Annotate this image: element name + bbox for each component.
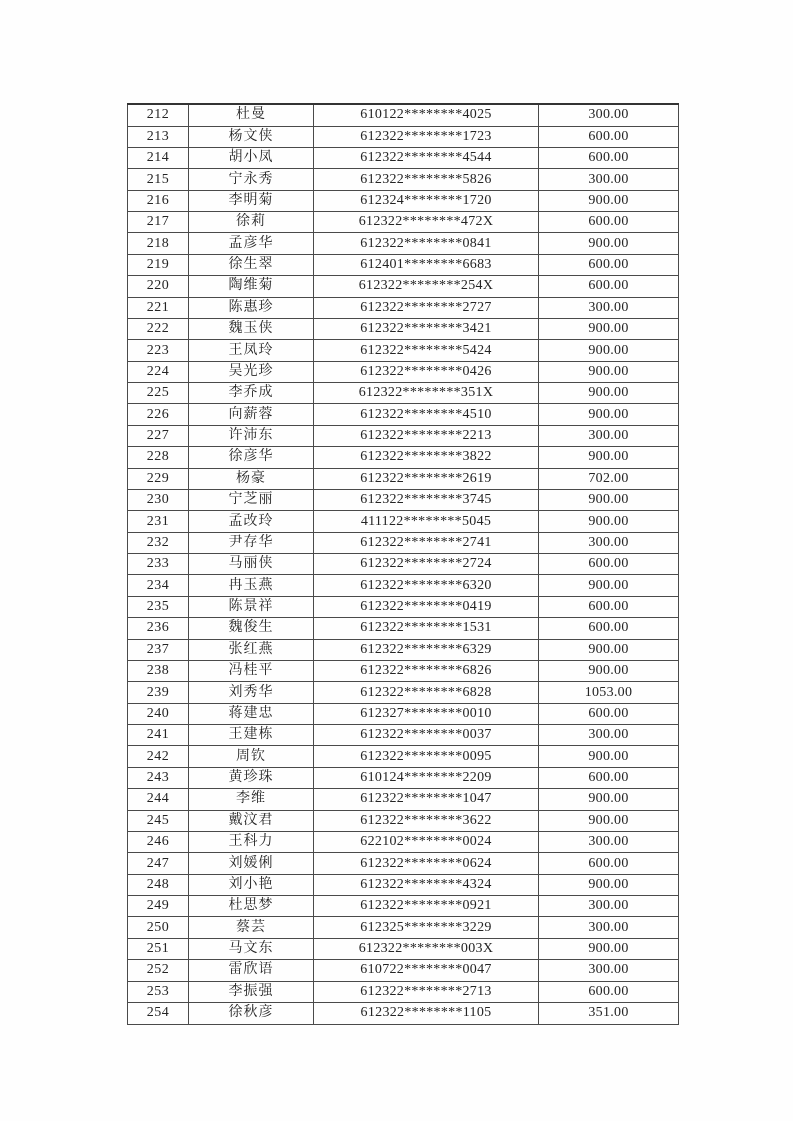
row-number-cell: 251 xyxy=(128,938,189,959)
id-number-cell: 612322********254X xyxy=(314,276,539,297)
amount-cell: 900.00 xyxy=(539,789,679,810)
amount-cell: 900.00 xyxy=(539,938,679,959)
row-number-cell: 245 xyxy=(128,810,189,831)
person-name-cell: 杜曼 xyxy=(189,104,314,126)
id-number-cell: 612322********6320 xyxy=(314,575,539,596)
person-name-cell: 马文东 xyxy=(189,938,314,959)
id-number-cell: 612322********2619 xyxy=(314,468,539,489)
id-number-cell: 612322********2713 xyxy=(314,981,539,1002)
id-number-cell: 612322********6329 xyxy=(314,639,539,660)
id-number-cell: 612322********003X xyxy=(314,938,539,959)
table-row xyxy=(128,126,679,147)
table-row xyxy=(128,917,679,938)
table-row xyxy=(128,383,679,404)
row-number-cell: 233 xyxy=(128,554,189,575)
person-name-cell: 陈景祥 xyxy=(189,596,314,617)
row-number-cell: 230 xyxy=(128,489,189,510)
row-number-cell: 221 xyxy=(128,297,189,318)
id-number-cell: 612322********0037 xyxy=(314,725,539,746)
table-row xyxy=(128,254,679,275)
id-number-cell: 612322********351X xyxy=(314,383,539,404)
table-row xyxy=(128,169,679,190)
row-number-cell: 219 xyxy=(128,254,189,275)
row-number-cell: 241 xyxy=(128,725,189,746)
amount-cell: 600.00 xyxy=(539,147,679,168)
table-row xyxy=(128,596,679,617)
person-name-cell: 陶维菊 xyxy=(189,276,314,297)
amount-cell: 600.00 xyxy=(539,596,679,617)
id-number-cell: 610722********0047 xyxy=(314,960,539,981)
table-row xyxy=(128,532,679,553)
row-number-cell: 247 xyxy=(128,853,189,874)
amount-cell: 600.00 xyxy=(539,853,679,874)
row-number-cell: 246 xyxy=(128,831,189,852)
person-name-cell: 宁永秀 xyxy=(189,169,314,190)
person-name-cell: 雷欣语 xyxy=(189,960,314,981)
table-row xyxy=(128,340,679,361)
id-number-cell: 612322********1723 xyxy=(314,126,539,147)
table-row xyxy=(128,404,679,425)
id-number-cell: 612324********1720 xyxy=(314,190,539,211)
id-number-cell: 612322********1047 xyxy=(314,789,539,810)
row-number-cell: 217 xyxy=(128,212,189,233)
amount-cell: 300.00 xyxy=(539,425,679,446)
id-number-cell: 612322********2724 xyxy=(314,554,539,575)
row-number-cell: 254 xyxy=(128,1002,189,1024)
row-number-cell: 228 xyxy=(128,447,189,468)
row-number-cell: 239 xyxy=(128,682,189,703)
person-name-cell: 陈惠珍 xyxy=(189,297,314,318)
person-name-cell: 杨豪 xyxy=(189,468,314,489)
person-name-cell: 马丽侠 xyxy=(189,554,314,575)
person-name-cell: 李维 xyxy=(189,789,314,810)
amount-cell: 702.00 xyxy=(539,468,679,489)
amount-cell: 900.00 xyxy=(539,447,679,468)
person-name-cell: 刘秀华 xyxy=(189,682,314,703)
person-name-cell: 杜思梦 xyxy=(189,896,314,917)
amount-cell: 900.00 xyxy=(539,404,679,425)
person-name-cell: 宁芝丽 xyxy=(189,489,314,510)
row-number-cell: 214 xyxy=(128,147,189,168)
amount-cell: 300.00 xyxy=(539,297,679,318)
person-name-cell: 戴汶君 xyxy=(189,810,314,831)
person-name-cell: 许沛东 xyxy=(189,425,314,446)
id-number-cell: 612322********0841 xyxy=(314,233,539,254)
id-number-cell: 610124********2209 xyxy=(314,767,539,788)
amount-cell: 600.00 xyxy=(539,276,679,297)
table-row xyxy=(128,938,679,959)
amount-cell: 900.00 xyxy=(539,810,679,831)
amount-cell: 900.00 xyxy=(539,361,679,382)
person-name-cell: 吴光珍 xyxy=(189,361,314,382)
amount-cell: 900.00 xyxy=(539,639,679,660)
row-number-cell: 231 xyxy=(128,511,189,532)
amount-cell: 900.00 xyxy=(539,340,679,361)
amount-cell: 300.00 xyxy=(539,725,679,746)
amount-cell: 300.00 xyxy=(539,896,679,917)
person-name-cell: 徐彦华 xyxy=(189,447,314,468)
table-row xyxy=(128,810,679,831)
amount-cell: 300.00 xyxy=(539,532,679,553)
id-number-cell: 612322********4324 xyxy=(314,874,539,895)
table-row xyxy=(128,896,679,917)
row-number-cell: 242 xyxy=(128,746,189,767)
row-number-cell: 213 xyxy=(128,126,189,147)
id-number-cell: 612322********3745 xyxy=(314,489,539,510)
person-name-cell: 李振强 xyxy=(189,981,314,1002)
table-row xyxy=(128,639,679,660)
row-number-cell: 250 xyxy=(128,917,189,938)
table-row xyxy=(128,297,679,318)
person-name-cell: 孟改玲 xyxy=(189,511,314,532)
table-row xyxy=(128,554,679,575)
table-row xyxy=(128,147,679,168)
amount-cell: 900.00 xyxy=(539,575,679,596)
id-number-cell: 612322********3622 xyxy=(314,810,539,831)
table-row xyxy=(128,981,679,1002)
row-number-cell: 244 xyxy=(128,789,189,810)
amount-cell: 900.00 xyxy=(539,190,679,211)
table-row xyxy=(128,789,679,810)
person-name-cell: 冉玉燕 xyxy=(189,575,314,596)
id-number-cell: 612322********4510 xyxy=(314,404,539,425)
person-name-cell: 徐生翠 xyxy=(189,254,314,275)
table-row xyxy=(128,468,679,489)
amount-cell: 600.00 xyxy=(539,126,679,147)
row-number-cell: 238 xyxy=(128,660,189,681)
table-row xyxy=(128,575,679,596)
table-row xyxy=(128,425,679,446)
table-row xyxy=(128,660,679,681)
table-row xyxy=(128,618,679,639)
id-number-cell: 612322********0419 xyxy=(314,596,539,617)
table-row xyxy=(128,746,679,767)
table-row xyxy=(128,1002,679,1024)
row-number-cell: 249 xyxy=(128,896,189,917)
amount-cell: 900.00 xyxy=(539,489,679,510)
person-name-cell: 尹存华 xyxy=(189,532,314,553)
table-body xyxy=(128,104,679,1025)
table-row xyxy=(128,682,679,703)
row-number-cell: 216 xyxy=(128,190,189,211)
table-row xyxy=(128,874,679,895)
id-number-cell: 612322********2213 xyxy=(314,425,539,446)
row-number-cell: 224 xyxy=(128,361,189,382)
row-number-cell: 253 xyxy=(128,981,189,1002)
id-number-cell: 612322********472X xyxy=(314,212,539,233)
person-name-cell: 蒋建忠 xyxy=(189,703,314,724)
row-number-cell: 243 xyxy=(128,767,189,788)
amount-cell: 900.00 xyxy=(539,746,679,767)
amount-cell: 300.00 xyxy=(539,831,679,852)
table-row xyxy=(128,703,679,724)
id-number-cell: 612322********5424 xyxy=(314,340,539,361)
amount-cell: 600.00 xyxy=(539,554,679,575)
person-name-cell: 杨文侠 xyxy=(189,126,314,147)
table-row xyxy=(128,212,679,233)
id-number-cell: 612322********6828 xyxy=(314,682,539,703)
table-row xyxy=(128,725,679,746)
id-number-cell: 612322********1105 xyxy=(314,1002,539,1024)
person-name-cell: 周钦 xyxy=(189,746,314,767)
id-number-cell: 622102********0024 xyxy=(314,831,539,852)
row-number-cell: 236 xyxy=(128,618,189,639)
person-name-cell: 王凤玲 xyxy=(189,340,314,361)
id-number-cell: 612322********6826 xyxy=(314,660,539,681)
amount-cell: 600.00 xyxy=(539,981,679,1002)
person-name-cell: 胡小凤 xyxy=(189,147,314,168)
payment-roster-table xyxy=(127,103,679,1025)
amount-cell: 600.00 xyxy=(539,212,679,233)
row-number-cell: 222 xyxy=(128,318,189,339)
person-name-cell: 蔡芸 xyxy=(189,917,314,938)
amount-cell: 300.00 xyxy=(539,104,679,126)
id-number-cell: 612327********0010 xyxy=(314,703,539,724)
person-name-cell: 刘小艳 xyxy=(189,874,314,895)
amount-cell: 900.00 xyxy=(539,383,679,404)
table-row xyxy=(128,447,679,468)
row-number-cell: 232 xyxy=(128,532,189,553)
id-number-cell: 612322********5826 xyxy=(314,169,539,190)
amount-cell: 900.00 xyxy=(539,660,679,681)
amount-cell: 600.00 xyxy=(539,767,679,788)
id-number-cell: 411122********5045 xyxy=(314,511,539,532)
person-name-cell: 王科力 xyxy=(189,831,314,852)
row-number-cell: 252 xyxy=(128,960,189,981)
row-number-cell: 226 xyxy=(128,404,189,425)
person-name-cell: 张红燕 xyxy=(189,639,314,660)
person-name-cell: 李明菊 xyxy=(189,190,314,211)
table-row xyxy=(128,511,679,532)
person-name-cell: 魏俊生 xyxy=(189,618,314,639)
person-name-cell: 李乔成 xyxy=(189,383,314,404)
amount-cell: 600.00 xyxy=(539,703,679,724)
amount-cell: 300.00 xyxy=(539,917,679,938)
row-number-cell: 240 xyxy=(128,703,189,724)
amount-cell: 900.00 xyxy=(539,318,679,339)
row-number-cell: 229 xyxy=(128,468,189,489)
table-row xyxy=(128,233,679,254)
table-row xyxy=(128,489,679,510)
id-number-cell: 612322********3822 xyxy=(314,447,539,468)
row-number-cell: 215 xyxy=(128,169,189,190)
id-number-cell: 612325********3229 xyxy=(314,917,539,938)
amount-cell: 900.00 xyxy=(539,233,679,254)
person-name-cell: 黄珍珠 xyxy=(189,767,314,788)
amount-cell: 900.00 xyxy=(539,511,679,532)
amount-cell: 900.00 xyxy=(539,874,679,895)
row-number-cell: 223 xyxy=(128,340,189,361)
id-number-cell: 612322********0921 xyxy=(314,896,539,917)
table-row xyxy=(128,361,679,382)
amount-cell: 600.00 xyxy=(539,618,679,639)
amount-cell: 351.00 xyxy=(539,1002,679,1024)
row-number-cell: 212 xyxy=(128,104,189,126)
id-number-cell: 612322********2727 xyxy=(314,297,539,318)
person-name-cell: 王建栋 xyxy=(189,725,314,746)
table-row xyxy=(128,960,679,981)
table-row xyxy=(128,318,679,339)
person-name-cell: 徐莉 xyxy=(189,212,314,233)
id-number-cell: 612322********4544 xyxy=(314,147,539,168)
row-number-cell: 235 xyxy=(128,596,189,617)
amount-cell: 1053.00 xyxy=(539,682,679,703)
table-row xyxy=(128,831,679,852)
amount-cell: 300.00 xyxy=(539,960,679,981)
id-number-cell: 612322********1531 xyxy=(314,618,539,639)
person-name-cell: 徐秋彦 xyxy=(189,1002,314,1024)
person-name-cell: 孟彦华 xyxy=(189,233,314,254)
table-row xyxy=(128,853,679,874)
table-row xyxy=(128,190,679,211)
table-row xyxy=(128,767,679,788)
id-number-cell: 610122********4025 xyxy=(314,104,539,126)
person-name-cell: 向薪蓉 xyxy=(189,404,314,425)
row-number-cell: 237 xyxy=(128,639,189,660)
row-number-cell: 225 xyxy=(128,383,189,404)
person-name-cell: 魏玉侠 xyxy=(189,318,314,339)
row-number-cell: 248 xyxy=(128,874,189,895)
row-number-cell: 220 xyxy=(128,276,189,297)
person-name-cell: 刘媛俐 xyxy=(189,853,314,874)
row-number-cell: 227 xyxy=(128,425,189,446)
amount-cell: 600.00 xyxy=(539,254,679,275)
amount-cell: 300.00 xyxy=(539,169,679,190)
id-number-cell: 612322********0095 xyxy=(314,746,539,767)
id-number-cell: 612322********0426 xyxy=(314,361,539,382)
id-number-cell: 612401********6683 xyxy=(314,254,539,275)
id-number-cell: 612322********0624 xyxy=(314,853,539,874)
id-number-cell: 612322********3421 xyxy=(314,318,539,339)
id-number-cell: 612322********2741 xyxy=(314,532,539,553)
row-number-cell: 218 xyxy=(128,233,189,254)
table-row xyxy=(128,276,679,297)
person-name-cell: 冯桂平 xyxy=(189,660,314,681)
row-number-cell: 234 xyxy=(128,575,189,596)
table-row xyxy=(128,104,679,126)
